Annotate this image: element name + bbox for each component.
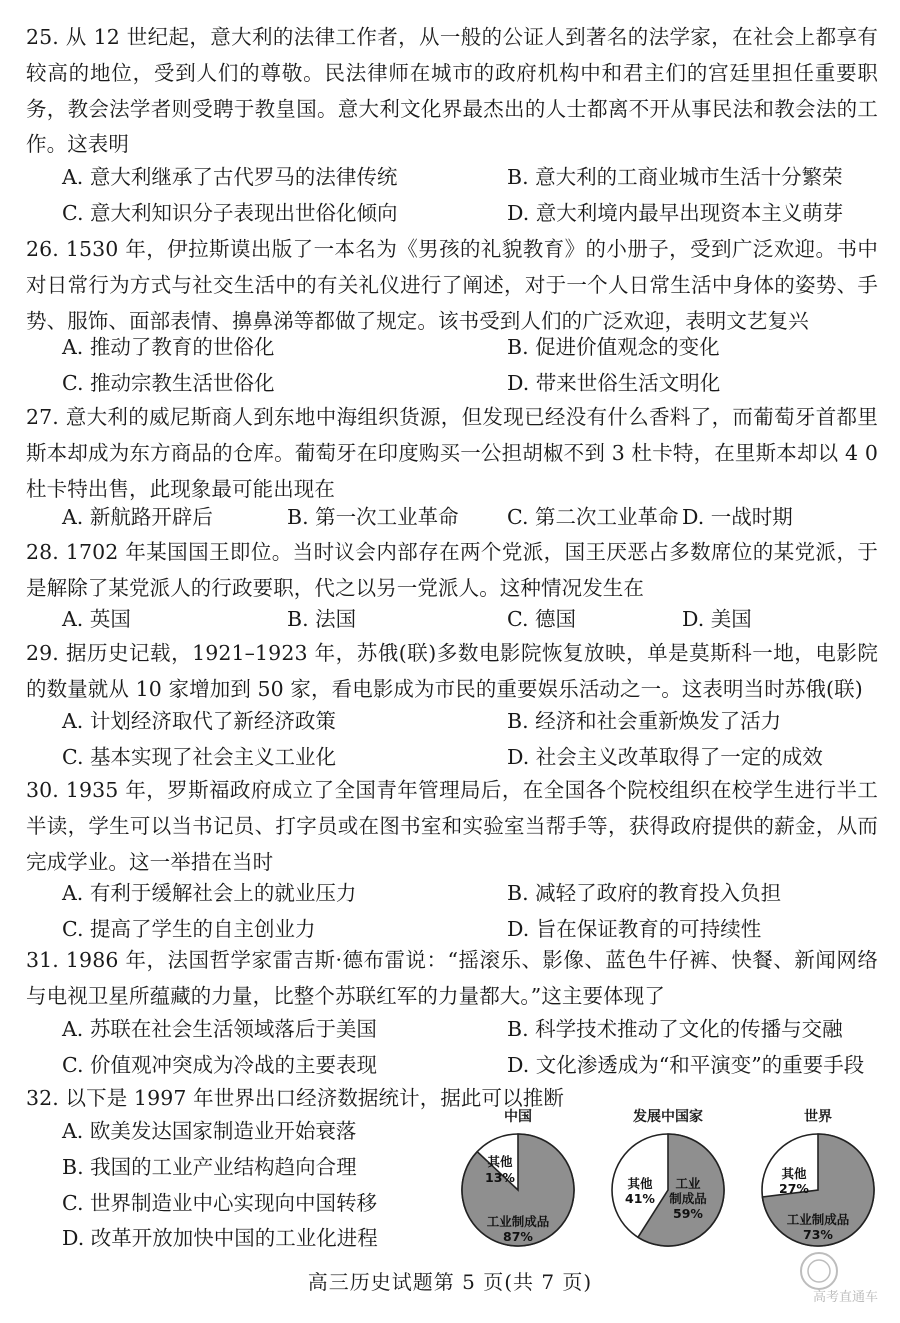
q31-option-d: D. 文化渗透成为“和平演变”的重要手段 [507, 1052, 865, 1077]
watermark-text: 高考直通车 [812, 1290, 878, 1305]
pie-slice-label: 工业 [675, 1176, 701, 1191]
q32-option-d: D. 改革开放加快中国的工业化进程 [62, 1226, 378, 1251]
q27-options [62, 500, 882, 536]
q28-options [62, 602, 882, 638]
pie-svg [608, 1128, 728, 1252]
q30-option-b: B. 减轻了政府的教育投入负担 [507, 881, 782, 905]
q28-option-a: A. 英国 [62, 607, 131, 631]
q32-options [62, 1114, 442, 1257]
q25-options [62, 160, 882, 232]
pie-slice-label: 27% [779, 1181, 809, 1196]
pie-slice-label: 其他 [487, 1154, 513, 1169]
q26-option-c: C. 推动宗教生活世俗化 [62, 370, 275, 395]
q27-option-d: D. 一战时期 [682, 505, 793, 529]
pie-slice-label: 59% [673, 1206, 703, 1221]
q25-option-a: A. 意大利继承了古代罗马的法律传统 [62, 165, 398, 189]
pie-chart-china [448, 1106, 588, 1256]
q26-option-d: D. 带来世俗生活文明化 [507, 370, 721, 395]
q25-option-b: B. 意大利的工商业城市生活十分繁荣 [507, 165, 843, 189]
pie-title: 世界 [804, 1109, 832, 1125]
q30-options [62, 876, 882, 948]
pie-slice-label: 其他 [627, 1176, 653, 1191]
pie-slice-label: 73% [803, 1227, 833, 1242]
pie-title: 中国 [504, 1109, 532, 1125]
q27-option-c: C. 第二次工业革命 [507, 505, 679, 529]
pie-slice-label: 87% [503, 1229, 533, 1244]
q27-stem: 27. 意大利的威尼斯商人到东地中海组织货源，但发现已经没有什么香料了，而葡萄牙首都里斯本却成为东方商品的仓库。葡萄牙在印度购买一公担胡椒不到 3 杜卡特，在里斯本却以 4 0 杜卡特出售，此现象最可能出现在 [26, 405, 878, 501]
pie-slice-label: 其他 [781, 1166, 807, 1181]
q30-stem: 30. 1935 年，罗斯福政府成立了全国青年管理局后，在全国各个院校组织在校学生进行半工半读，学生可以当书记员、打字员或在图书室和实验室当帮手等，获得政府提供的薪金，从而完成学业。这一举措在当时 [26, 778, 878, 874]
pie-svg [758, 1128, 878, 1252]
q26-option-a: A. 推动了教育的世俗化 [62, 335, 275, 359]
pie-title: 发展中国家 [633, 1109, 703, 1125]
pie-slice-label: 41% [625, 1191, 655, 1206]
q29-option-d: D. 社会主义改革取得了一定的成效 [507, 744, 823, 769]
q27-option-b: B. 第一次工业革命 [287, 505, 459, 529]
q31-options [62, 1012, 882, 1084]
watermark [792, 1249, 882, 1305]
q31-option-a: A. 苏联在社会生活领域落后于美国 [62, 1017, 377, 1041]
q31-option-b: B. 科学技术推动了文化的传播与交融 [507, 1017, 843, 1041]
q25-stem: 25. 从 12 世纪起，意大利的法律工作者，从一般的公证人到著名的法学家，在社会上都享有较高的地位，受到人们的尊敬。民法律师在城市的政府机构中和君主们的宫廷里担任重要职务，教会法学者则受聘于教皇国。意大利文化界最杰出的人士都离不开从事民法和教会法的工作。这表明 [26, 25, 878, 157]
q32-option-a: A. 欧美发达国家制造业开始衰落 [62, 1119, 357, 1143]
q25-option-c: C. 意大利知识分子表现出世俗化倾向 [62, 200, 398, 225]
q32-option-c: C. 世界制造业中心实现向中国转移 [62, 1190, 377, 1215]
q29-stem: 29. 据历史记载，1921–1923 年，苏俄(联)多数电影院恢复放映，单是莫斯科一地，电影院的数量就从 10 家增加到 50 家，看电影成为市民的重要娱乐活动之一。这表明当时苏俄(联) [26, 641, 878, 701]
q26-stem: 26. 1530 年，伊拉斯谟出版了一本名为《男孩的礼貌教育》的小册子，受到广泛欢迎。书中对日常行为方式与社交生活中的有关礼仪进行了阐述，对于一个人日常生活中身体的姿势、手势、服饰、面部表情、擤鼻涕等都做了规定。该书受到人们的广泛欢迎，表明文艺复兴 [26, 237, 878, 333]
pie-chart-world [748, 1106, 888, 1256]
q28-stem: 28. 1702 年某国国王即位。当时议会内部存在两个党派，国王厌恶占多数席位的某党派，于是解除了某党派人的行政要职，代之以另一党派人。这种情况发生在 [26, 540, 878, 600]
q28-option-b: B. 法国 [287, 607, 357, 631]
page-footer: 高三历史试题第 5 页(共 7 页) [307, 1270, 593, 1294]
q26-options [62, 330, 882, 402]
pie-slice-label: 13% [485, 1170, 515, 1185]
q28-option-d: D. 美国 [682, 607, 752, 631]
q29-option-c: C. 基本实现了社会主义工业化 [62, 744, 336, 769]
q30-option-d: D. 旨在保证教育的可持续性 [507, 916, 762, 941]
pie-slice-label: 工业制成品 [486, 1214, 550, 1229]
q30-option-c: C. 提高了学生的自主创业力 [62, 916, 316, 941]
pie-chart-developing [598, 1106, 738, 1256]
pie-slice-label: 工业制成品 [786, 1212, 850, 1227]
q29-option-b: B. 经济和社会重新焕发了活力 [507, 709, 782, 733]
pie-svg [458, 1128, 578, 1252]
pie-slice-label: 制成品 [669, 1191, 707, 1206]
q26-option-b: B. 促进价值观念的变化 [507, 335, 720, 359]
q29-option-a: A. 计划经济取代了新经济政策 [62, 709, 336, 733]
q25-option-d: D. 意大利境内最早出现资本主义萌芽 [507, 200, 844, 225]
q32-option-b: B. 我国的工业产业结构趋向合理 [62, 1154, 357, 1179]
q32-stem: 32. 以下是 1997 年世界出口经济数据统计，据此可以推断 [26, 1086, 564, 1110]
q27-option-a: A. 新航路开辟后 [62, 505, 213, 529]
q28-option-c: C. 德国 [507, 607, 576, 631]
q31-option-c: C. 价值观冲突成为冷战的主要表现 [62, 1052, 377, 1077]
q30-option-a: A. 有利于缓解社会上的就业压力 [62, 881, 357, 905]
q31-stem: 31. 1986 年，法国哲学家雷吉斯·德布雷说：“摇滚乐、影像、蓝色牛仔裤、快餐、新闻网络与电视卫星所蕴藏的力量，比整个苏联红军的力量都大。”这主要体现了 [26, 948, 878, 1008]
export-pie-charts [448, 1106, 888, 1256]
q29-options [62, 704, 882, 776]
